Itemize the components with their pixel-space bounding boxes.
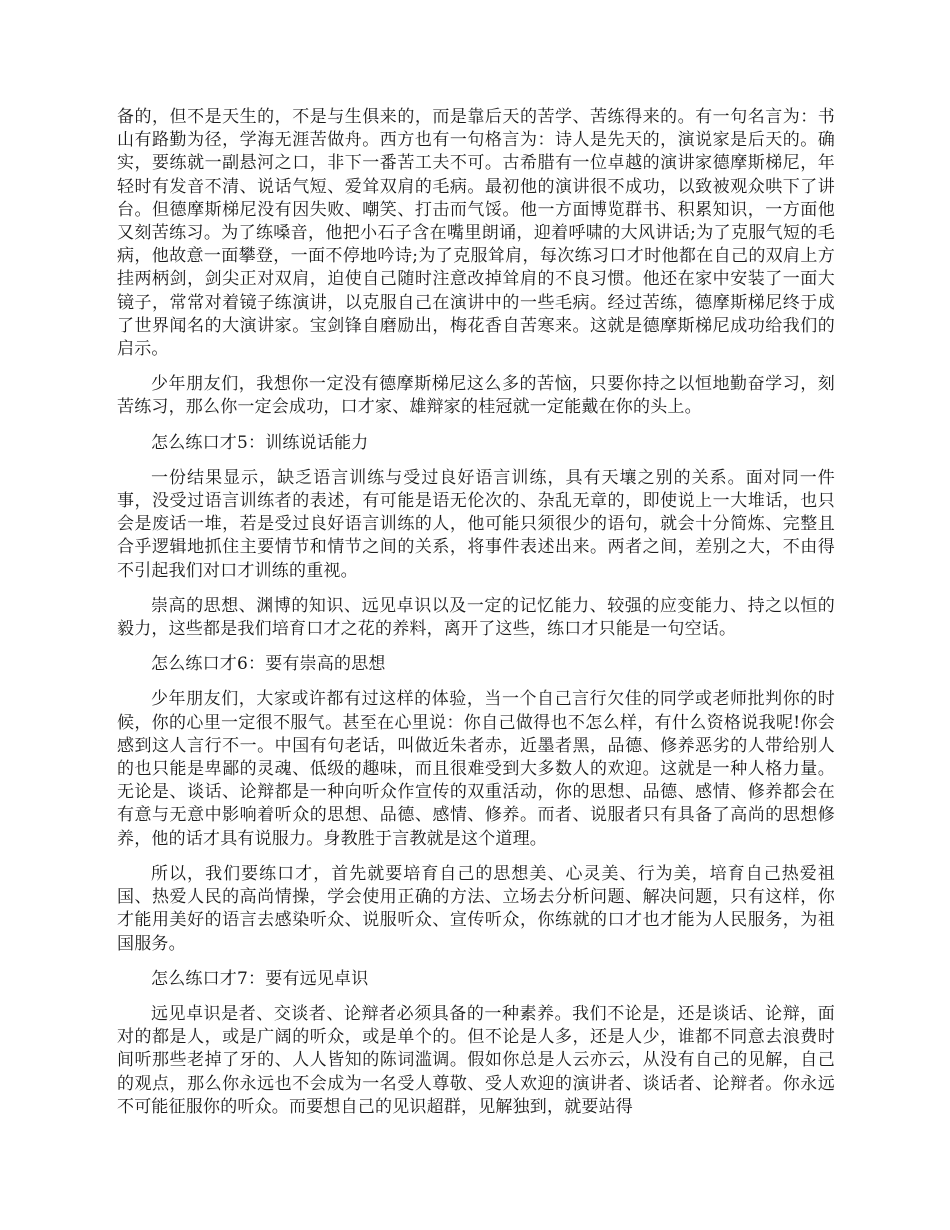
section-heading-6: 怎么练口才6：要有崇高的思想 (151, 654, 386, 675)
paragraph-7: 远见卓识是者、交谈者、论辩者必须具备的一种素养。我们不论是，还是谈话、论辩，面对的都是人，或是广阔的听众，或是单个的。但不论是人多，还是人少，谁都不同意去浪费时间听那些老掉了牙的、人人皆知的陈词滥调。假如你总是人云亦云，从没有自己的见解，自己的观点，那么你永远也不会成为一名受人尊敬、受人欢迎的演讲者、谈话者、论辩者。你永远不可能征服你的听众。而要想自己的见识超群，见解独到，就要站得 (117, 1003, 835, 1117)
document-page (117, 106, 835, 1131)
paragraph-1: 备的，但不是天生的，不是与生俱来的，而是靠后天的苦学、苦练得来的。有一句名言为：书山有路勤为径，学海无涯苦做舟。西方也有一句格言为：诗人是先天的，演说家是后天的。确实，要练就一副悬河之口，非下一番苦工夫不可。古希腊有一位卓越的演讲家德摩斯梯尼，年轻时有发音不清、说话气短、爱耸双肩的毛病。最初他的演讲很不成功，以致被观众哄下了讲台。但德摩斯梯尼没有因失败、嘲笑、打击而气馁。他一方面博览群书、积累知识，一方面他又刻苦练习。为了练嗓音，他把小石子含在嘴里朗诵，迎着呼啸的大风讲话;为了克服气短的毛病，他故意一面攀登，一面不停地吟诗;为了克服耸肩，每次练习口才时他都在自己的双肩上方挂两柄剑，剑尖正对双肩，迫使自己随时注意改掉耸肩的不良习惯。他还在家中安装了一面大镜子，常常对着镜子练演讲，以克服自己在演讲中的一些毛病。经过苦练，德摩斯梯尼终于成了世界闻名的大演讲家。宝剑锋自磨励出，梅花香自苦寒来。这就是德摩斯梯尼成功给我们的启示。 (117, 107, 835, 360)
paragraph-3: 一份结果显示，缺乏语言训练与受过良好语言训练，具有天壤之别的关系。面对同一件事，没受过语言训练者的表述，有可能是语无伦次的、杂乱无章的，即使说上一大堆话，也只会是废话一堆，若是受过良好语言训练的人，他可能只须很少的语句，就会十分简炼、完整且合乎逻辑地抓住主要情节和情节之间的关系，将事件表述出来。两者之间，差别之大，不由得不引起我们对口才训练的重视。 (117, 467, 835, 581)
paragraph-5: 少年朋友们，大家或许都有过这样的体验，当一个自己言行欠佳的同学或老师批判你的时候，你的心里一定很不服气。甚至在心里说：你自己做得也不怎么样，有什么资格说我呢!你会感到这人言行不一。中国有句老话，叫做近朱者赤，近墨者黑，品德、修养恶劣的人带给别人的也只能是卑鄙的灵魂、低级的趣味，而且很难受到大多数人的欢迎。这就是一种人格力量。无论是、谈话、论辩都是一种向听众作宣传的双重活动，你的思想、品德、感情、修养都会在有意与无意中影响着听众的思想、品德、感情、修养。而者、说服者只有具备了高尚的思想修养，他的话才具有说服力。身教胜于言教就是这个道理。 (117, 689, 835, 849)
section-heading-5: 怎么练口才5：训练说话能力 (151, 432, 369, 453)
section-heading-7: 怎么练口才7：要有远见卓识 (151, 968, 369, 989)
paragraph-6: 所以，我们要练口才，首先就要培育自己的思想美、心灵美、行为美，培育自己热爱祖国、热爱人民的高尚情操，学会使用正确的方法、立场去分析问题、解决问题，只有这样，你才能用美好的语言去感染听众、说服听众、宣传听众，你练就的口才也才能为人民服务，为祖国服务。 (117, 863, 835, 954)
paragraph-2: 少年朋友们，我想你一定没有德摩斯梯尼这么多的苦恼，只要你持之以恒地勤奋学习，刻苦练习，那么你一定会成功，口才家、雄辩家的桂冠就一定能戴在你的头上。 (117, 374, 835, 418)
paragraph-4: 崇高的思想、渊博的知识、远见卓识以及一定的记忆能力、较强的应变能力、持之以恒的毅力，这些都是我们培育口才之花的养料，离开了这些，练口才只能是一句空话。 (117, 595, 835, 640)
